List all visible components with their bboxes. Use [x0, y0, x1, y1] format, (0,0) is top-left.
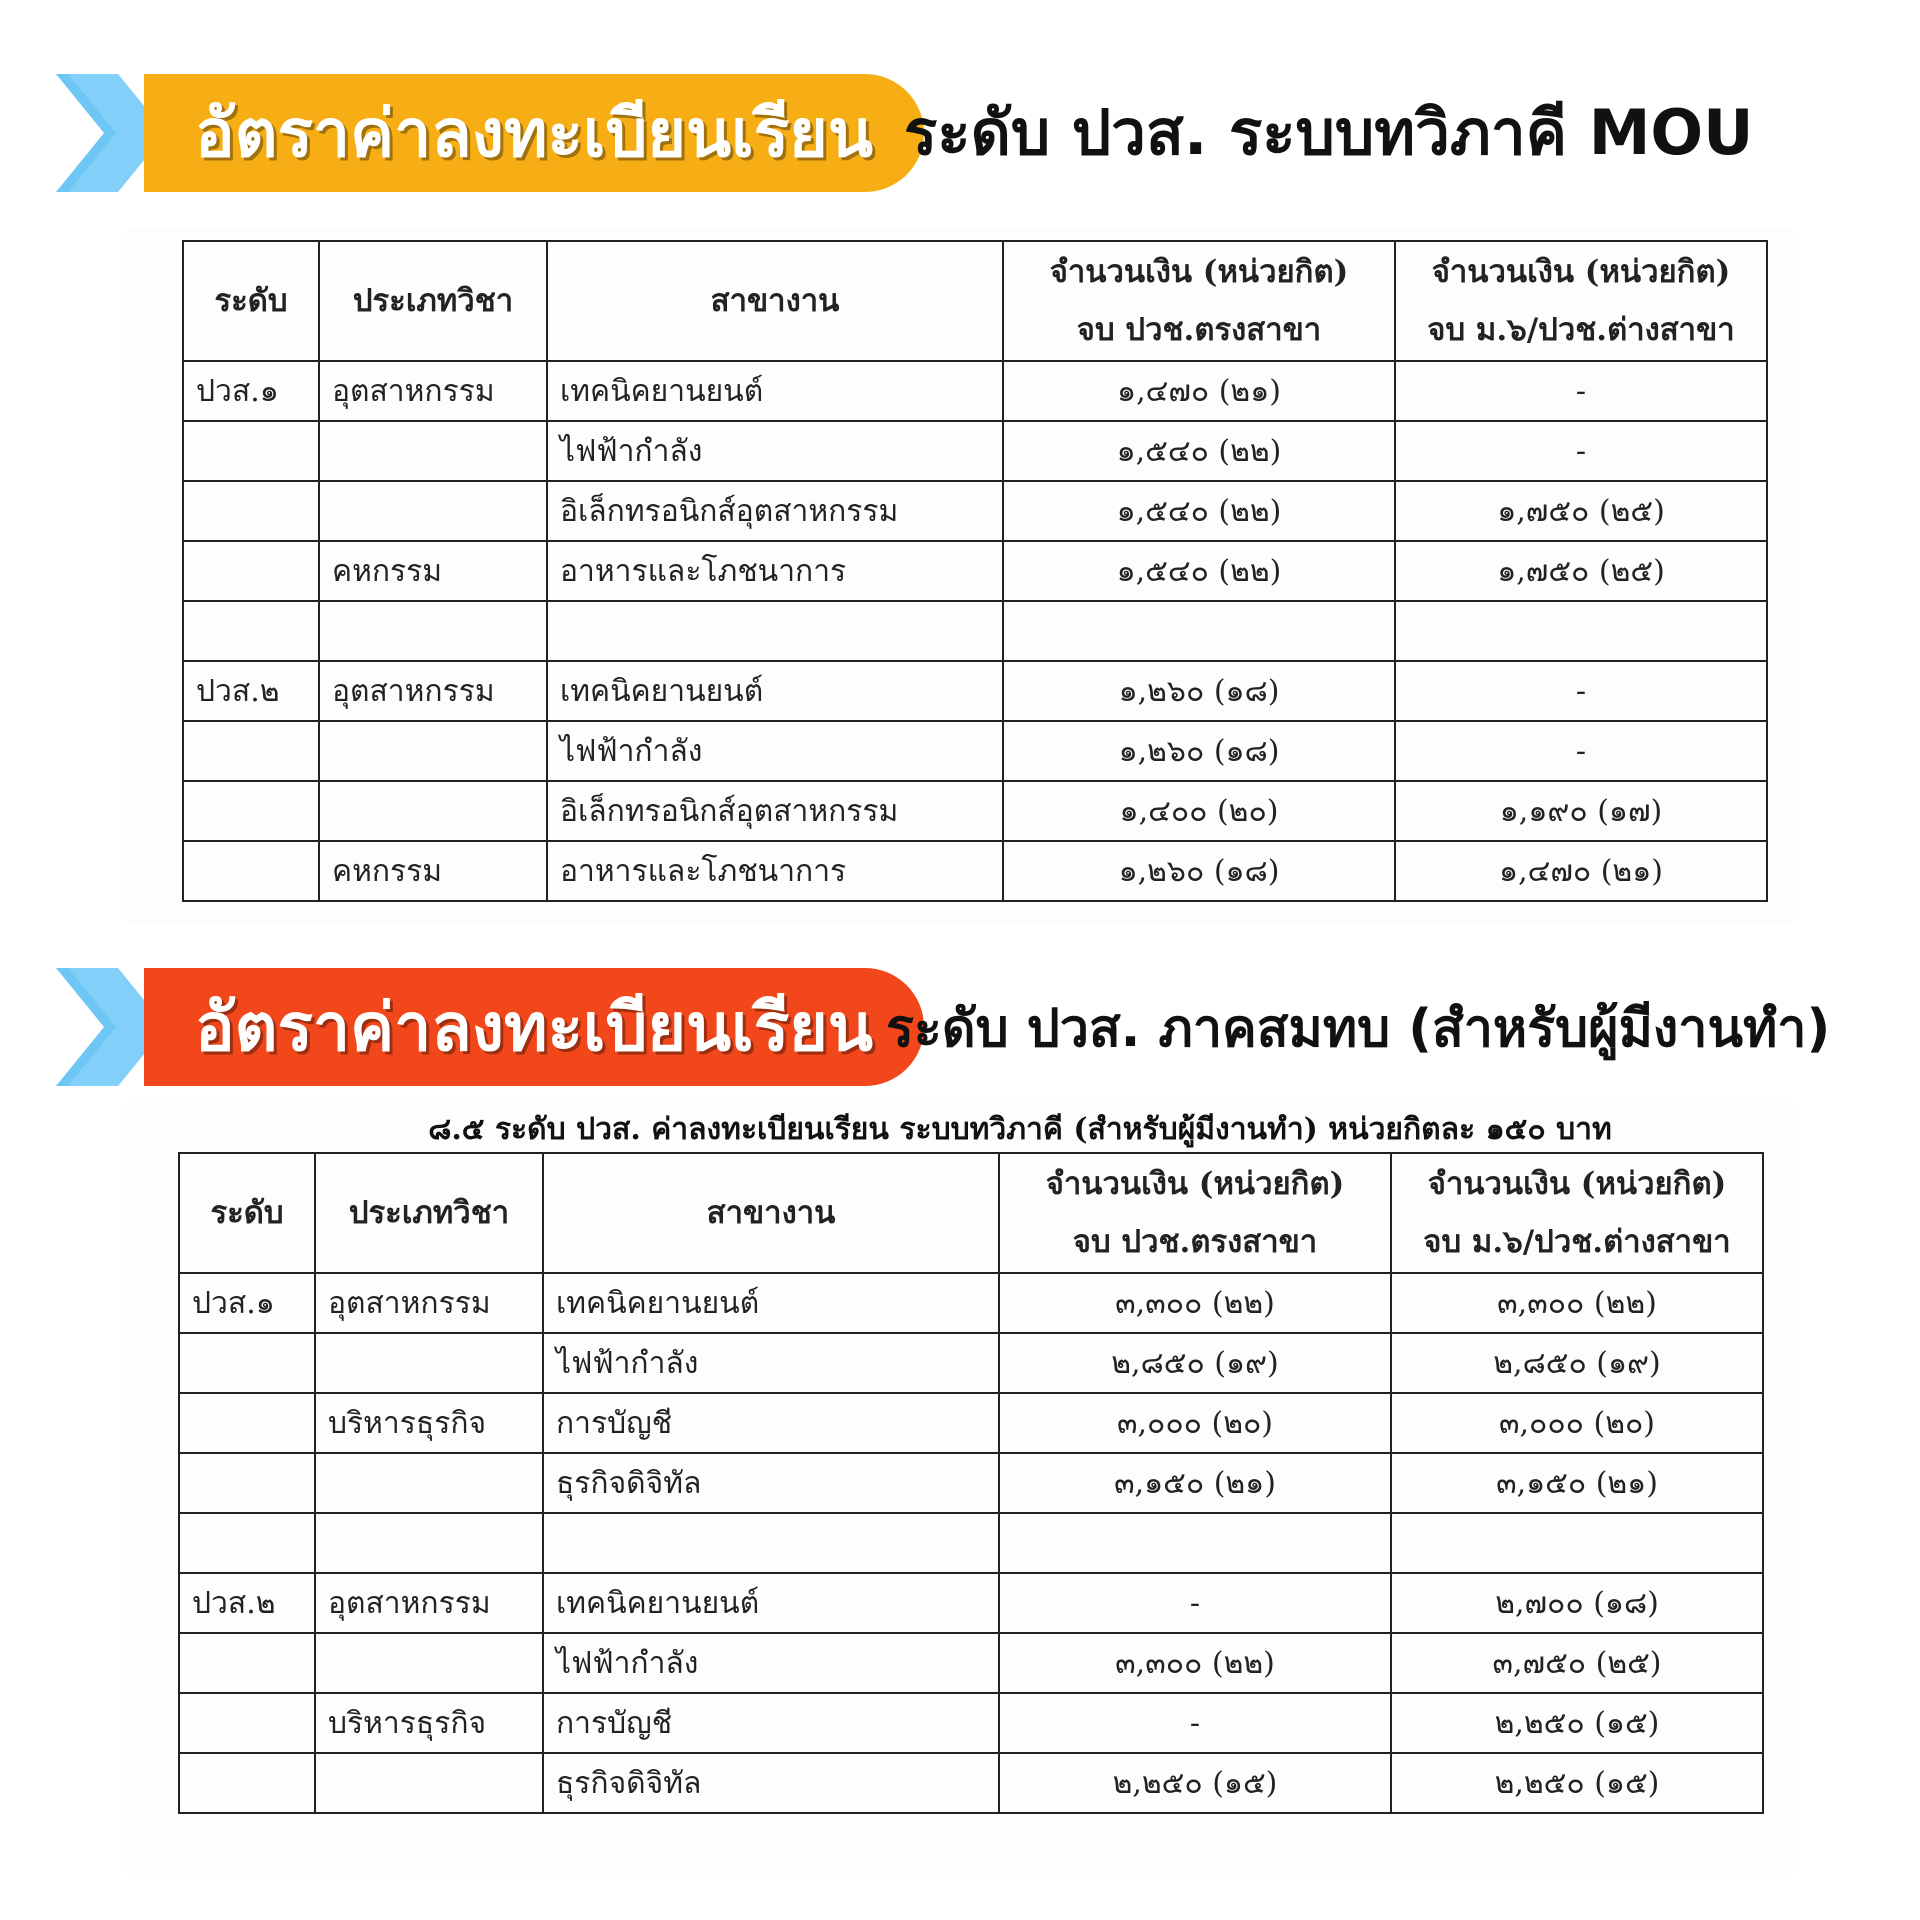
cell-branch	[547, 601, 1003, 661]
cell-amount-direct: ๑,๕๔๐ (๒๒)	[1003, 421, 1395, 481]
cell-amount-direct: ๓,๓๐๐ (๒๒)	[999, 1273, 1391, 1333]
cell-type: คหกรรม	[319, 541, 547, 601]
cell-branch: เทคนิคยานยนต์	[547, 661, 1003, 721]
cell-amount-direct	[1003, 601, 1395, 661]
cell-level	[179, 1633, 315, 1693]
cell-level	[183, 781, 319, 841]
table-row	[179, 1753, 1763, 1813]
table-row	[183, 601, 1767, 661]
cell-branch: อิเล็กทรอนิกส์อุตสาหกรรม	[547, 781, 1003, 841]
banner-title-pill	[144, 968, 924, 1086]
header-amount-other-line2: จบ ม.๖/ปวช.ต่างสาขา	[1423, 1224, 1731, 1260]
cell-amount-direct: ๑,๒๖๐ (๑๘)	[1003, 661, 1395, 721]
banner-subtitle: ระดับ ปวส. ระบบทวิภาคี MOU	[904, 96, 1754, 169]
cell-amount-direct: ๑,๒๖๐ (๑๘)	[1003, 721, 1395, 781]
cell-amount-other: ๑,๗๕๐ (๒๕)	[1395, 481, 1767, 541]
table-body	[179, 1273, 1763, 1813]
cell-amount-direct: ๑,๔๐๐ (๒๐)	[1003, 781, 1395, 841]
cell-amount-direct: ๒,๒๕๐ (๑๕)	[999, 1753, 1391, 1813]
table-caption: ๘.๕ ระดับ ปวส. ค่าลงทะเบียนเรียน ระบบทวิภาคี (สำหรับผู้มีงานทำ) หน่วยกิตละ ๑๕๐ บาท	[428, 1112, 1612, 1147]
cell-amount-other: ๒,๘๕๐ (๑๙)	[1391, 1333, 1763, 1393]
cell-type	[319, 721, 547, 781]
table-row	[179, 1633, 1763, 1693]
cell-amount-other: ๓,๗๕๐ (๒๕)	[1391, 1633, 1763, 1693]
cell-amount-other	[1395, 601, 1767, 661]
header-amount-direct-line1: จำนวนเงิน (หน่วยกิต)	[1049, 254, 1349, 290]
table-row	[179, 1453, 1763, 1513]
cell-amount-other: ๓,๓๐๐ (๒๒)	[1391, 1273, 1763, 1333]
header-amount-direct-line2: จบ ปวช.ตรงสาขา	[1076, 312, 1322, 348]
cell-amount-other: ๒,๒๕๐ (๑๕)	[1391, 1753, 1763, 1813]
cell-amount-other: ๓,๐๐๐ (๒๐)	[1391, 1393, 1763, 1453]
header-amount-other	[1391, 1153, 1763, 1273]
document-mou-fees	[130, 232, 1790, 922]
cell-branch: การบัญชี	[543, 1693, 999, 1753]
cell-branch: การบัญชี	[543, 1393, 999, 1453]
cell-amount-direct: ๒,๘๕๐ (๑๙)	[999, 1333, 1391, 1393]
table-row	[179, 1333, 1763, 1393]
document-evening-fees	[130, 1100, 1790, 1870]
table-row	[179, 1573, 1763, 1633]
header-amount-other-line1: จำนวนเงิน (หน่วยกิต)	[1427, 1166, 1727, 1202]
banner-subtitle: ระดับ ปวส. ภาคสมทบ (สำหรับผู้มีงานทำ)	[886, 998, 1831, 1059]
cell-type	[319, 481, 547, 541]
cell-type: อุตสาหกรรม	[319, 661, 547, 721]
cell-amount-direct: ๓,๓๐๐ (๒๒)	[999, 1633, 1391, 1693]
cell-amount-direct: -	[999, 1693, 1391, 1753]
cell-type: บริหารธุรกิจ	[315, 1393, 543, 1453]
header-amount-other-line1: จำนวนเงิน (หน่วยกิต)	[1431, 254, 1731, 290]
cell-branch: ธุรกิจดิจิทัล	[543, 1453, 999, 1513]
header-amount-direct	[1003, 241, 1395, 361]
cell-type	[315, 1513, 543, 1573]
banner-title-pill	[144, 74, 924, 192]
table-row	[183, 781, 1767, 841]
header-branch: สาขางาน	[547, 241, 1003, 361]
cell-branch: เทคนิคยานยนต์	[543, 1273, 999, 1333]
cell-branch: ธุรกิจดิจิทัล	[543, 1753, 999, 1813]
cell-branch: ไฟฟ้ากำลัง	[543, 1333, 999, 1393]
table-row	[179, 1393, 1763, 1453]
cell-type	[319, 421, 547, 481]
table-row	[183, 661, 1767, 721]
cell-amount-other: -	[1395, 421, 1767, 481]
cell-type: อุตสาหกรรม	[315, 1573, 543, 1633]
cell-type	[319, 601, 547, 661]
cell-level	[179, 1693, 315, 1753]
cell-type: คหกรรม	[319, 841, 547, 901]
cell-branch: อาหารและโภชนาการ	[547, 841, 1003, 901]
cell-amount-direct: ๑,๕๔๐ (๒๒)	[1003, 541, 1395, 601]
cell-amount-other: -	[1395, 661, 1767, 721]
cell-amount-other: ๑,๗๕๐ (๒๕)	[1395, 541, 1767, 601]
table-row	[183, 421, 1767, 481]
cell-level: ปวส.๑	[179, 1273, 315, 1333]
cell-branch: อิเล็กทรอนิกส์อุตสาหกรรม	[547, 481, 1003, 541]
cell-amount-other: ๓,๑๕๐ (๒๑)	[1391, 1453, 1763, 1513]
cell-branch: อาหารและโภชนาการ	[547, 541, 1003, 601]
cell-amount-other: ๑,๑๙๐ (๑๗)	[1395, 781, 1767, 841]
cell-amount-direct: ๑,๕๔๐ (๒๒)	[1003, 481, 1395, 541]
cell-branch: ไฟฟ้ากำลัง	[547, 421, 1003, 481]
cell-branch: ไฟฟ้ากำลัง	[547, 721, 1003, 781]
cell-level: ปวส.๒	[179, 1573, 315, 1633]
header-amount-direct-line2: จบ ปวช.ตรงสาขา	[1072, 1224, 1318, 1260]
table-row	[183, 541, 1767, 601]
header-amount-direct-line1: จำนวนเงิน (หน่วยกิต)	[1045, 1166, 1345, 1202]
table-row	[179, 1693, 1763, 1753]
cell-type	[315, 1753, 543, 1813]
cell-level	[183, 601, 319, 661]
header-branch: สาขางาน	[543, 1153, 999, 1273]
cell-amount-direct: ๑,๒๖๐ (๑๘)	[1003, 841, 1395, 901]
cell-level	[183, 481, 319, 541]
cell-type	[315, 1633, 543, 1693]
cell-amount-direct: -	[999, 1573, 1391, 1633]
cell-level: ปวส.๑	[183, 361, 319, 421]
cell-amount-other: ๒,๗๐๐ (๑๘)	[1391, 1573, 1763, 1633]
header-amount-other-line2: จบ ม.๖/ปวช.ต่างสาขา	[1427, 312, 1735, 348]
cell-branch	[543, 1513, 999, 1573]
cell-level	[183, 421, 319, 481]
cell-level	[183, 841, 319, 901]
cell-amount-direct: ๓,๑๕๐ (๒๑)	[999, 1453, 1391, 1513]
header-level: ระดับ	[179, 1153, 315, 1273]
header-type: ประเภทวิชา	[315, 1153, 543, 1273]
header-level: ระดับ	[183, 241, 319, 361]
header-amount-direct	[999, 1153, 1391, 1273]
cell-type: บริหารธุรกิจ	[315, 1693, 543, 1753]
banner-title: อัตราค่าลงทะเบียนเรียน	[195, 94, 873, 172]
cell-branch: เทคนิคยานยนต์	[547, 361, 1003, 421]
banner-evening	[56, 968, 1896, 1086]
header-type: ประเภทวิชา	[319, 241, 547, 361]
table-row	[183, 841, 1767, 901]
table-row	[183, 361, 1767, 421]
cell-amount-other: ๑,๔๗๐ (๒๑)	[1395, 841, 1767, 901]
cell-branch: เทคนิคยานยนต์	[543, 1573, 999, 1633]
cell-level	[179, 1513, 315, 1573]
cell-amount-direct	[999, 1513, 1391, 1573]
cell-amount-other: ๒,๒๕๐ (๑๕)	[1391, 1693, 1763, 1753]
cell-type	[315, 1453, 543, 1513]
cell-level	[183, 721, 319, 781]
cell-amount-direct: ๑,๔๗๐ (๒๑)	[1003, 361, 1395, 421]
table-header-row	[183, 241, 1767, 361]
cell-type: อุตสาหกรรม	[315, 1273, 543, 1333]
cell-level	[179, 1753, 315, 1813]
banner-title: อัตราค่าลงทะเบียนเรียน	[195, 988, 873, 1066]
header-amount-other	[1395, 241, 1767, 361]
fees-table-mou	[182, 240, 1768, 902]
cell-level	[183, 541, 319, 601]
cell-level	[179, 1453, 315, 1513]
cell-amount-other	[1391, 1513, 1763, 1573]
cell-branch: ไฟฟ้ากำลัง	[543, 1633, 999, 1693]
cell-type: อุตสาหกรรม	[319, 361, 547, 421]
banner-mou	[56, 74, 1896, 192]
cell-level: ปวส.๒	[183, 661, 319, 721]
fees-table-evening	[178, 1152, 1764, 1814]
table-row	[179, 1273, 1763, 1333]
table-row	[183, 721, 1767, 781]
table-header-row	[179, 1153, 1763, 1273]
cell-amount-other: -	[1395, 361, 1767, 421]
cell-type	[319, 781, 547, 841]
cell-type	[315, 1333, 543, 1393]
cell-amount-other: -	[1395, 721, 1767, 781]
cell-level	[179, 1333, 315, 1393]
table-row	[179, 1513, 1763, 1573]
table-body	[183, 361, 1767, 901]
cell-level	[179, 1393, 315, 1453]
table-row	[183, 481, 1767, 541]
cell-amount-direct: ๓,๐๐๐ (๒๐)	[999, 1393, 1391, 1453]
